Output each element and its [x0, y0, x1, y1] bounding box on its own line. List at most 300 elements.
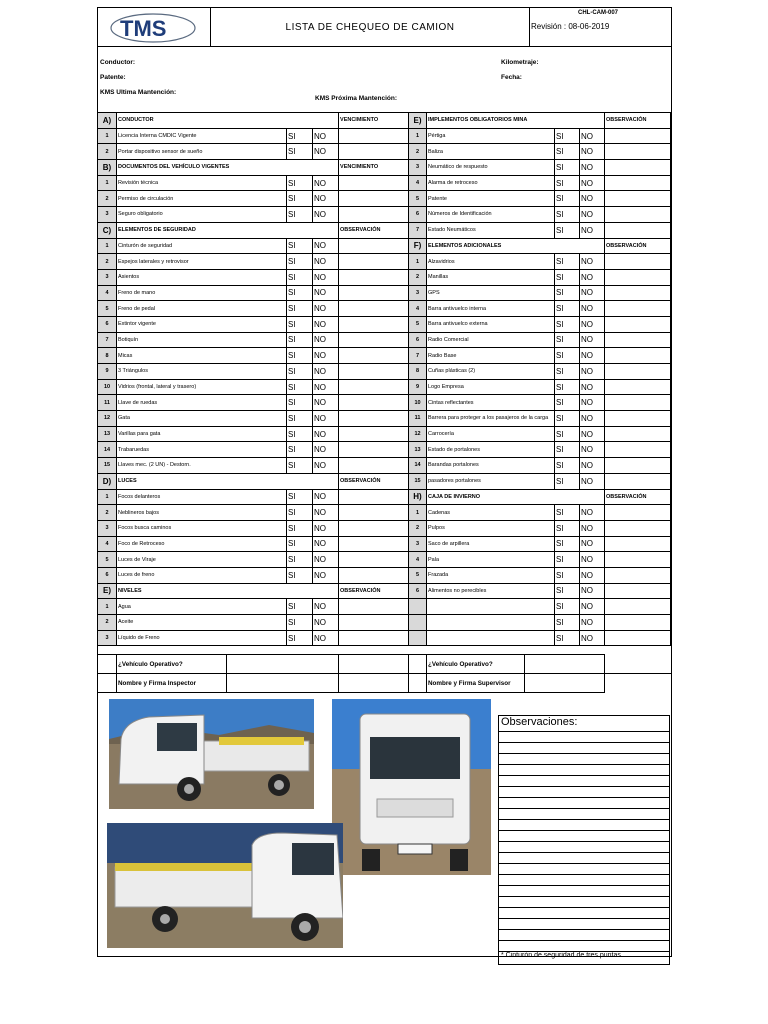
observation-line[interactable]	[498, 907, 670, 918]
section-id: C)	[98, 222, 117, 238]
item-number: 1	[98, 599, 117, 615]
observation-line[interactable]	[498, 797, 670, 808]
item-label: Micas	[117, 348, 287, 364]
checklist-row	[409, 426, 671, 442]
no-checkbox[interactable]: NO	[580, 583, 605, 599]
revision-date: Revisión : 08-06-2019	[531, 22, 610, 31]
si-checkbox[interactable]: SI	[555, 473, 580, 489]
observation-line[interactable]	[498, 764, 670, 775]
empty-item-cell	[427, 630, 555, 646]
no-checkbox[interactable]: NO	[313, 411, 339, 427]
empty-number-cell	[409, 599, 427, 615]
observation-line[interactable]	[498, 819, 670, 830]
observation-line[interactable]	[498, 863, 670, 874]
si-checkbox[interactable]: SI	[287, 238, 313, 254]
si-checkbox[interactable]: SI	[555, 316, 580, 332]
section-id: E)	[409, 113, 427, 129]
si-checkbox[interactable]: SI	[287, 458, 313, 474]
no-checkbox[interactable]: NO	[313, 238, 339, 254]
observation-line[interactable]	[498, 731, 670, 742]
si-checkbox[interactable]: SI	[287, 348, 313, 364]
no-checkbox[interactable]: NO	[313, 332, 339, 348]
no-checkbox[interactable]: NO	[580, 128, 605, 144]
item-observation-field[interactable]	[339, 254, 409, 270]
item-label: Pala	[427, 552, 555, 568]
item-number: 3	[98, 207, 117, 223]
item-observation-field[interactable]	[605, 128, 671, 144]
section-title: ELEMENTOS DE SEGURIDAD	[117, 222, 339, 238]
si-checkbox[interactable]: SI	[287, 285, 313, 301]
item-observation-field[interactable]	[605, 615, 671, 631]
item-observation-field[interactable]	[339, 332, 409, 348]
si-checkbox[interactable]: SI	[287, 567, 313, 583]
si-checkbox[interactable]: SI	[555, 395, 580, 411]
si-checkbox[interactable]: SI	[555, 567, 580, 583]
si-checkbox[interactable]: SI	[555, 426, 580, 442]
no-checkbox[interactable]: NO	[580, 301, 605, 317]
item-label: Cuñas plásticas (2)	[427, 364, 555, 380]
checklist-row	[409, 505, 671, 521]
no-checkbox[interactable]: NO	[313, 301, 339, 317]
item-observation-field[interactable]	[339, 379, 409, 395]
checklist-row	[98, 458, 409, 474]
item-number: 6	[409, 332, 427, 348]
no-checkbox[interactable]: NO	[313, 536, 339, 552]
no-checkbox[interactable]: NO	[580, 442, 605, 458]
item-number: 1	[409, 128, 427, 144]
no-checkbox[interactable]: NO	[580, 316, 605, 332]
item-observation-field[interactable]	[339, 364, 409, 380]
item-observation-field[interactable]	[339, 536, 409, 552]
item-observation-field[interactable]	[339, 207, 409, 223]
item-observation-field[interactable]	[605, 332, 671, 348]
observaciones-box	[498, 715, 670, 965]
item-observation-field[interactable]	[339, 505, 409, 521]
no-checkbox[interactable]: NO	[580, 505, 605, 521]
item-observation-field[interactable]	[605, 583, 671, 599]
si-checkbox[interactable]: SI	[555, 285, 580, 301]
observation-line[interactable]	[498, 852, 670, 863]
item-observation-field[interactable]	[339, 238, 409, 254]
no-checkbox[interactable]: NO	[580, 520, 605, 536]
no-checkbox[interactable]: NO	[313, 630, 339, 646]
item-label: Estado de portalones	[427, 442, 555, 458]
si-checkbox[interactable]: SI	[287, 332, 313, 348]
truck-photo-side-2	[107, 823, 343, 948]
item-observation-field[interactable]	[605, 191, 671, 207]
checklist-row	[409, 144, 671, 160]
no-checkbox[interactable]: NO	[580, 191, 605, 207]
item-label: Extintor vigente	[117, 316, 287, 332]
si-checkbox[interactable]: SI	[287, 599, 313, 615]
section-column-header: OBSERVACIÓN	[605, 238, 671, 254]
no-checkbox[interactable]: NO	[313, 316, 339, 332]
item-observation-field[interactable]	[605, 473, 671, 489]
item-observation-field[interactable]	[605, 411, 671, 427]
si-checkbox[interactable]: SI	[555, 442, 580, 458]
firma-supervisor-field[interactable]	[525, 674, 605, 693]
checklist-row	[409, 395, 671, 411]
si-checkbox[interactable]: SI	[287, 630, 313, 646]
no-checkbox[interactable]: NO	[313, 144, 339, 160]
item-observation-field[interactable]	[339, 144, 409, 160]
observation-line[interactable]	[498, 742, 670, 753]
si-checkbox[interactable]: SI	[555, 175, 580, 191]
checklist-row	[98, 332, 409, 348]
checklist-row	[98, 316, 409, 332]
no-checkbox[interactable]: NO	[580, 207, 605, 223]
item-label: Barra antivuelco externa	[427, 316, 555, 332]
no-checkbox[interactable]: NO	[313, 615, 339, 631]
si-checkbox[interactable]: SI	[555, 160, 580, 176]
item-observation-field[interactable]	[605, 160, 671, 176]
si-checkbox[interactable]: SI	[555, 536, 580, 552]
section-id: A)	[98, 113, 117, 129]
no-checkbox[interactable]: NO	[313, 489, 339, 505]
item-observation-field[interactable]	[339, 269, 409, 285]
observation-line[interactable]	[498, 808, 670, 819]
no-checkbox[interactable]: NO	[580, 285, 605, 301]
no-checkbox[interactable]: NO	[313, 505, 339, 521]
section-title: LUCES	[117, 473, 339, 489]
checklist-row	[409, 520, 671, 536]
item-observation-field[interactable]	[605, 442, 671, 458]
item-observation-field[interactable]	[605, 395, 671, 411]
truck-photo-side	[109, 699, 314, 809]
no-checkbox[interactable]: NO	[313, 552, 339, 568]
item-observation-field[interactable]	[605, 426, 671, 442]
observation-line[interactable]	[498, 940, 670, 951]
checklist-row	[409, 332, 671, 348]
item-observation-field[interactable]	[339, 395, 409, 411]
item-observation-field[interactable]	[605, 552, 671, 568]
si-checkbox[interactable]: SI	[287, 379, 313, 395]
checklist-row	[409, 364, 671, 380]
checklist-row	[98, 144, 409, 160]
item-observation-field[interactable]	[339, 316, 409, 332]
item-observation-field[interactable]	[339, 615, 409, 631]
item-observation-field[interactable]	[605, 285, 671, 301]
item-observation-field[interactable]	[605, 379, 671, 395]
no-checkbox[interactable]: NO	[580, 222, 605, 238]
checklist-row	[98, 567, 409, 583]
item-observation-field[interactable]	[339, 442, 409, 458]
item-observation-field[interactable]	[339, 552, 409, 568]
si-checkbox[interactable]: SI	[555, 505, 580, 521]
item-number: 3	[98, 520, 117, 536]
si-checkbox[interactable]: SI	[555, 599, 580, 615]
si-checkbox[interactable]: SI	[555, 332, 580, 348]
tms-logo-icon	[108, 11, 198, 45]
fecha-label: Fecha:	[501, 74, 522, 81]
item-number: 3	[409, 536, 427, 552]
si-checkbox[interactable]: SI	[555, 254, 580, 270]
item-label: Cadenas	[427, 505, 555, 521]
operativo-field-left[interactable]	[227, 655, 339, 674]
no-checkbox[interactable]: NO	[313, 458, 339, 474]
item-observation-field[interactable]	[339, 458, 409, 474]
si-checkbox[interactable]: SI	[287, 411, 313, 427]
no-checkbox[interactable]: NO	[313, 128, 339, 144]
no-checkbox[interactable]: NO	[580, 379, 605, 395]
item-observation-field[interactable]	[339, 191, 409, 207]
no-checkbox[interactable]: NO	[580, 630, 605, 646]
observation-line[interactable]	[498, 775, 670, 786]
no-checkbox[interactable]: NO	[313, 348, 339, 364]
observation-line[interactable]	[498, 929, 670, 940]
no-checkbox[interactable]: NO	[313, 426, 339, 442]
observation-line[interactable]	[498, 885, 670, 896]
signature-table	[97, 654, 671, 693]
si-checkbox[interactable]: SI	[287, 128, 313, 144]
si-checkbox[interactable]: SI	[287, 395, 313, 411]
checklist-row	[98, 536, 409, 552]
no-checkbox[interactable]: NO	[580, 473, 605, 489]
no-checkbox[interactable]: NO	[580, 536, 605, 552]
si-checkbox[interactable]: SI	[555, 144, 580, 160]
kilometraje-label: Kilometraje:	[501, 59, 539, 66]
item-observation-field[interactable]	[339, 599, 409, 615]
item-label: Frazada	[427, 567, 555, 583]
observation-line[interactable]	[498, 874, 670, 885]
si-checkbox[interactable]: SI	[287, 520, 313, 536]
no-checkbox[interactable]: NO	[313, 599, 339, 615]
item-number: 10	[409, 395, 427, 411]
si-checkbox[interactable]: SI	[287, 301, 313, 317]
checklist-row	[409, 191, 671, 207]
checklist-row	[98, 348, 409, 364]
section-title: CONDUCTOR	[117, 113, 339, 129]
item-number: 4	[409, 175, 427, 191]
item-label: Permiso de circulación	[117, 191, 287, 207]
section-id: B)	[98, 160, 117, 176]
no-checkbox[interactable]: NO	[580, 175, 605, 191]
checklist-row	[98, 269, 409, 285]
item-observation-field[interactable]	[605, 301, 671, 317]
checklist-row	[98, 599, 409, 615]
item-label: Trabaruedas	[117, 442, 287, 458]
si-checkbox[interactable]: SI	[287, 316, 313, 332]
item-observation-field[interactable]	[605, 254, 671, 270]
no-checkbox[interactable]: NO	[313, 567, 339, 583]
checklist-row	[98, 442, 409, 458]
no-checkbox[interactable]: NO	[313, 520, 339, 536]
item-observation-field[interactable]	[605, 630, 671, 646]
si-checkbox[interactable]: SI	[555, 630, 580, 646]
item-observation-field[interactable]	[339, 411, 409, 427]
no-checkbox[interactable]: NO	[580, 395, 605, 411]
item-label: Barra antivuelco interna	[427, 301, 555, 317]
patente-label: Patente:	[100, 74, 126, 81]
no-checkbox[interactable]: NO	[580, 411, 605, 427]
no-checkbox[interactable]: NO	[580, 599, 605, 615]
item-label: Alarma de retroceso	[427, 175, 555, 191]
observation-line[interactable]	[498, 841, 670, 852]
si-checkbox[interactable]: SI	[287, 552, 313, 568]
section-id: D)	[98, 473, 117, 489]
si-checkbox[interactable]: SI	[287, 144, 313, 160]
item-observation-field[interactable]	[339, 175, 409, 191]
si-checkbox[interactable]: SI	[555, 301, 580, 317]
si-checkbox[interactable]: SI	[555, 583, 580, 599]
si-checkbox[interactable]: SI	[555, 269, 580, 285]
no-checkbox[interactable]: NO	[580, 458, 605, 474]
item-label: GPS	[427, 285, 555, 301]
si-checkbox[interactable]: SI	[555, 191, 580, 207]
item-observation-field[interactable]	[339, 567, 409, 583]
item-observation-field[interactable]	[339, 489, 409, 505]
item-label: Varillas para gata	[117, 426, 287, 442]
no-checkbox[interactable]: NO	[313, 254, 339, 270]
no-checkbox[interactable]: NO	[580, 567, 605, 583]
item-observation-field[interactable]	[605, 144, 671, 160]
section-column-header: OBSERVACIÓN	[339, 222, 409, 238]
header	[98, 7, 671, 47]
checklist-row	[409, 583, 671, 599]
item-number: 7	[409, 222, 427, 238]
item-label: Freno de pedal	[117, 301, 287, 317]
si-checkbox[interactable]: SI	[287, 536, 313, 552]
si-checkbox[interactable]: SI	[287, 207, 313, 223]
item-observation-field[interactable]	[605, 175, 671, 191]
item-number: 11	[98, 395, 117, 411]
item-observation-field[interactable]	[605, 348, 671, 364]
no-checkbox[interactable]: NO	[580, 615, 605, 631]
item-observation-field[interactable]	[339, 348, 409, 364]
observation-line[interactable]	[498, 753, 670, 764]
si-checkbox[interactable]: SI	[287, 426, 313, 442]
item-observation-field[interactable]	[605, 536, 671, 552]
item-label: Radio Base	[427, 348, 555, 364]
si-checkbox[interactable]: SI	[287, 505, 313, 521]
checklist-row	[98, 128, 409, 144]
item-observation-field[interactable]	[339, 426, 409, 442]
firma-inspector-field[interactable]	[227, 674, 339, 693]
item-number: 2	[98, 144, 117, 160]
si-checkbox[interactable]: SI	[555, 615, 580, 631]
observation-line[interactable]	[498, 786, 670, 797]
item-number: 4	[98, 536, 117, 552]
si-checkbox[interactable]: SI	[555, 207, 580, 223]
si-checkbox[interactable]: SI	[287, 191, 313, 207]
page-bottom-border	[97, 956, 671, 957]
item-observation-field[interactable]	[605, 567, 671, 583]
no-checkbox[interactable]: NO	[313, 175, 339, 191]
si-checkbox[interactable]: SI	[555, 520, 580, 536]
no-checkbox[interactable]: NO	[580, 348, 605, 364]
checklist-row	[409, 175, 671, 191]
item-observation-field[interactable]	[605, 316, 671, 332]
si-checkbox[interactable]: SI	[555, 411, 580, 427]
si-checkbox[interactable]: SI	[287, 615, 313, 631]
si-checkbox[interactable]: SI	[555, 222, 580, 238]
si-checkbox[interactable]: SI	[287, 364, 313, 380]
item-label: Portar dispositivo sensor de sueño	[117, 144, 287, 160]
item-number: 5	[409, 316, 427, 332]
item-label: Espejos laterales y retrovisor	[117, 254, 287, 270]
si-checkbox[interactable]: SI	[555, 552, 580, 568]
item-observation-field[interactable]	[339, 128, 409, 144]
observation-line[interactable]	[498, 830, 670, 841]
checklist-row	[409, 160, 671, 176]
item-number: 2	[98, 191, 117, 207]
si-checkbox[interactable]: SI	[287, 442, 313, 458]
no-checkbox[interactable]: NO	[580, 332, 605, 348]
item-number: 1	[98, 489, 117, 505]
operativo-field-right[interactable]	[525, 655, 605, 674]
checklist-row	[98, 191, 409, 207]
si-checkbox[interactable]: SI	[287, 269, 313, 285]
item-label: Vidrios (frontal, lateral y trasero)	[117, 379, 287, 395]
no-checkbox[interactable]: NO	[313, 285, 339, 301]
si-checkbox[interactable]: SI	[555, 364, 580, 380]
no-checkbox[interactable]: NO	[580, 426, 605, 442]
checklist-row	[98, 615, 409, 631]
no-checkbox[interactable]: NO	[313, 364, 339, 380]
checklist-row	[409, 536, 671, 552]
item-number: 5	[98, 301, 117, 317]
si-checkbox[interactable]: SI	[555, 128, 580, 144]
no-checkbox[interactable]: NO	[580, 254, 605, 270]
si-checkbox[interactable]: SI	[287, 175, 313, 191]
si-checkbox[interactable]: SI	[555, 458, 580, 474]
no-checkbox[interactable]: NO	[580, 364, 605, 380]
si-checkbox[interactable]: SI	[555, 348, 580, 364]
item-observation-field[interactable]	[339, 630, 409, 646]
firma-inspector-label: Nombre y Firma Inspector	[117, 674, 227, 693]
no-checkbox[interactable]: NO	[313, 442, 339, 458]
item-observation-field[interactable]	[605, 269, 671, 285]
item-observation-field[interactable]	[605, 458, 671, 474]
section-id: F)	[409, 238, 427, 254]
no-checkbox[interactable]: NO	[313, 207, 339, 223]
observation-line[interactable]	[498, 896, 670, 907]
item-observation-field[interactable]	[339, 285, 409, 301]
si-checkbox[interactable]: SI	[555, 379, 580, 395]
item-observation-field[interactable]	[605, 207, 671, 223]
no-checkbox[interactable]: NO	[313, 379, 339, 395]
no-checkbox[interactable]: NO	[313, 395, 339, 411]
checklist-row	[98, 254, 409, 270]
item-label: Luces de freno	[117, 567, 287, 583]
item-label: Logo Empresa	[427, 379, 555, 395]
item-observation-field[interactable]	[605, 222, 671, 238]
item-observation-field[interactable]	[339, 520, 409, 536]
no-checkbox[interactable]: NO	[313, 191, 339, 207]
no-checkbox[interactable]: NO	[313, 269, 339, 285]
no-checkbox[interactable]: NO	[580, 269, 605, 285]
si-checkbox[interactable]: SI	[287, 489, 313, 505]
item-number: 2	[98, 254, 117, 270]
si-checkbox[interactable]: SI	[287, 254, 313, 270]
checklist-row	[98, 175, 409, 191]
no-checkbox[interactable]: NO	[580, 160, 605, 176]
page-title: LISTA DE CHEQUEO DE CAMION	[211, 8, 530, 47]
item-observation-field[interactable]	[605, 520, 671, 536]
item-number: 3	[409, 285, 427, 301]
item-label: Focos busca caminos	[117, 520, 287, 536]
observation-line[interactable]	[498, 918, 670, 929]
left-checklist-table	[97, 112, 409, 646]
no-checkbox[interactable]: NO	[580, 552, 605, 568]
item-observation-field[interactable]	[605, 505, 671, 521]
checklist-row	[98, 630, 409, 646]
item-observation-field[interactable]	[605, 599, 671, 615]
item-observation-field[interactable]	[605, 364, 671, 380]
no-checkbox[interactable]: NO	[580, 144, 605, 160]
checklist-row	[98, 238, 409, 254]
item-observation-field[interactable]	[339, 301, 409, 317]
